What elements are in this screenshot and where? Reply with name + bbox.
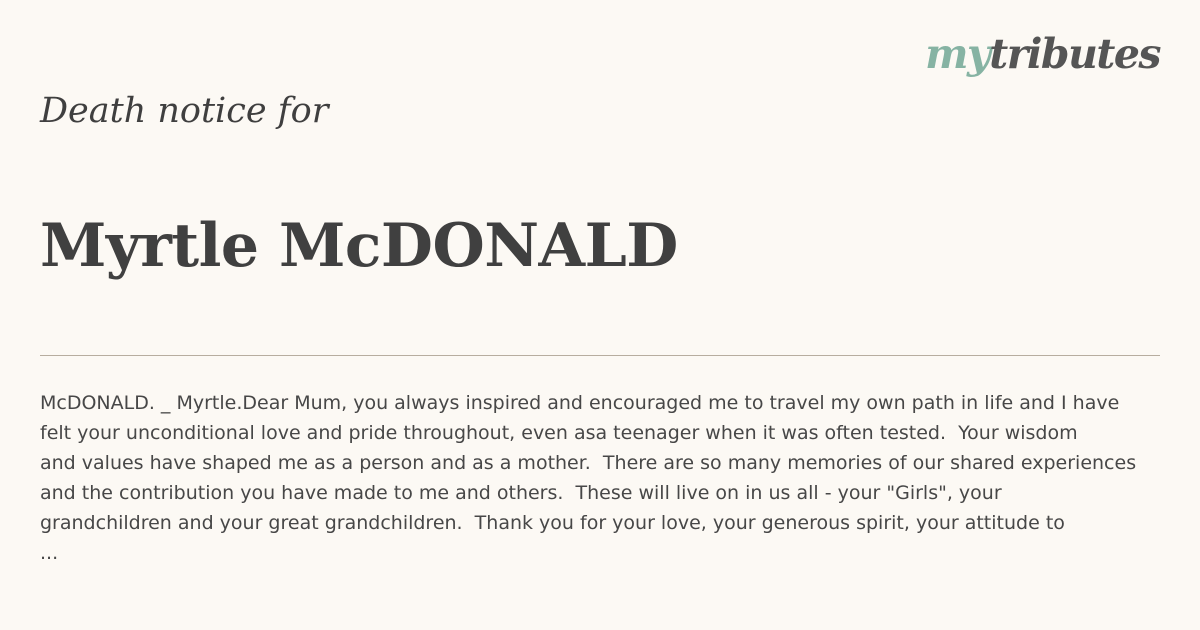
notice-body-line: felt your unconditional love and pride throughout, even asa teenager when it was often tested. Your wisdom	[40, 422, 1078, 444]
notice-body-line: McDONALD. _ Myrtle.Dear Mum, you always inspired and encouraged me to travel my own path in life and I have	[40, 392, 1120, 414]
notice-body-ellipsis: ...	[40, 542, 59, 564]
deceased-name: Myrtle McDONALD	[40, 211, 678, 281]
notice-body-line: grandchildren and your great grandchildren. Thank you for your love, your generous spirit, your attitude to	[40, 512, 1065, 534]
notice-body-line: and values have shaped me as a person and as a mother. There are so many memories of our shared experiences	[40, 452, 1137, 474]
mytributes-logo[interactable]	[925, 30, 1160, 78]
divider	[40, 355, 1160, 356]
logo-tributes: tributes	[989, 30, 1160, 78]
notice-subtitle: Death notice for	[40, 91, 329, 131]
notice-body-line: and the contribution you have made to me and others. These will live on in us all - your "Girls", your	[40, 482, 1002, 504]
notice-body	[40, 388, 1190, 568]
logo-my: my	[925, 30, 990, 78]
